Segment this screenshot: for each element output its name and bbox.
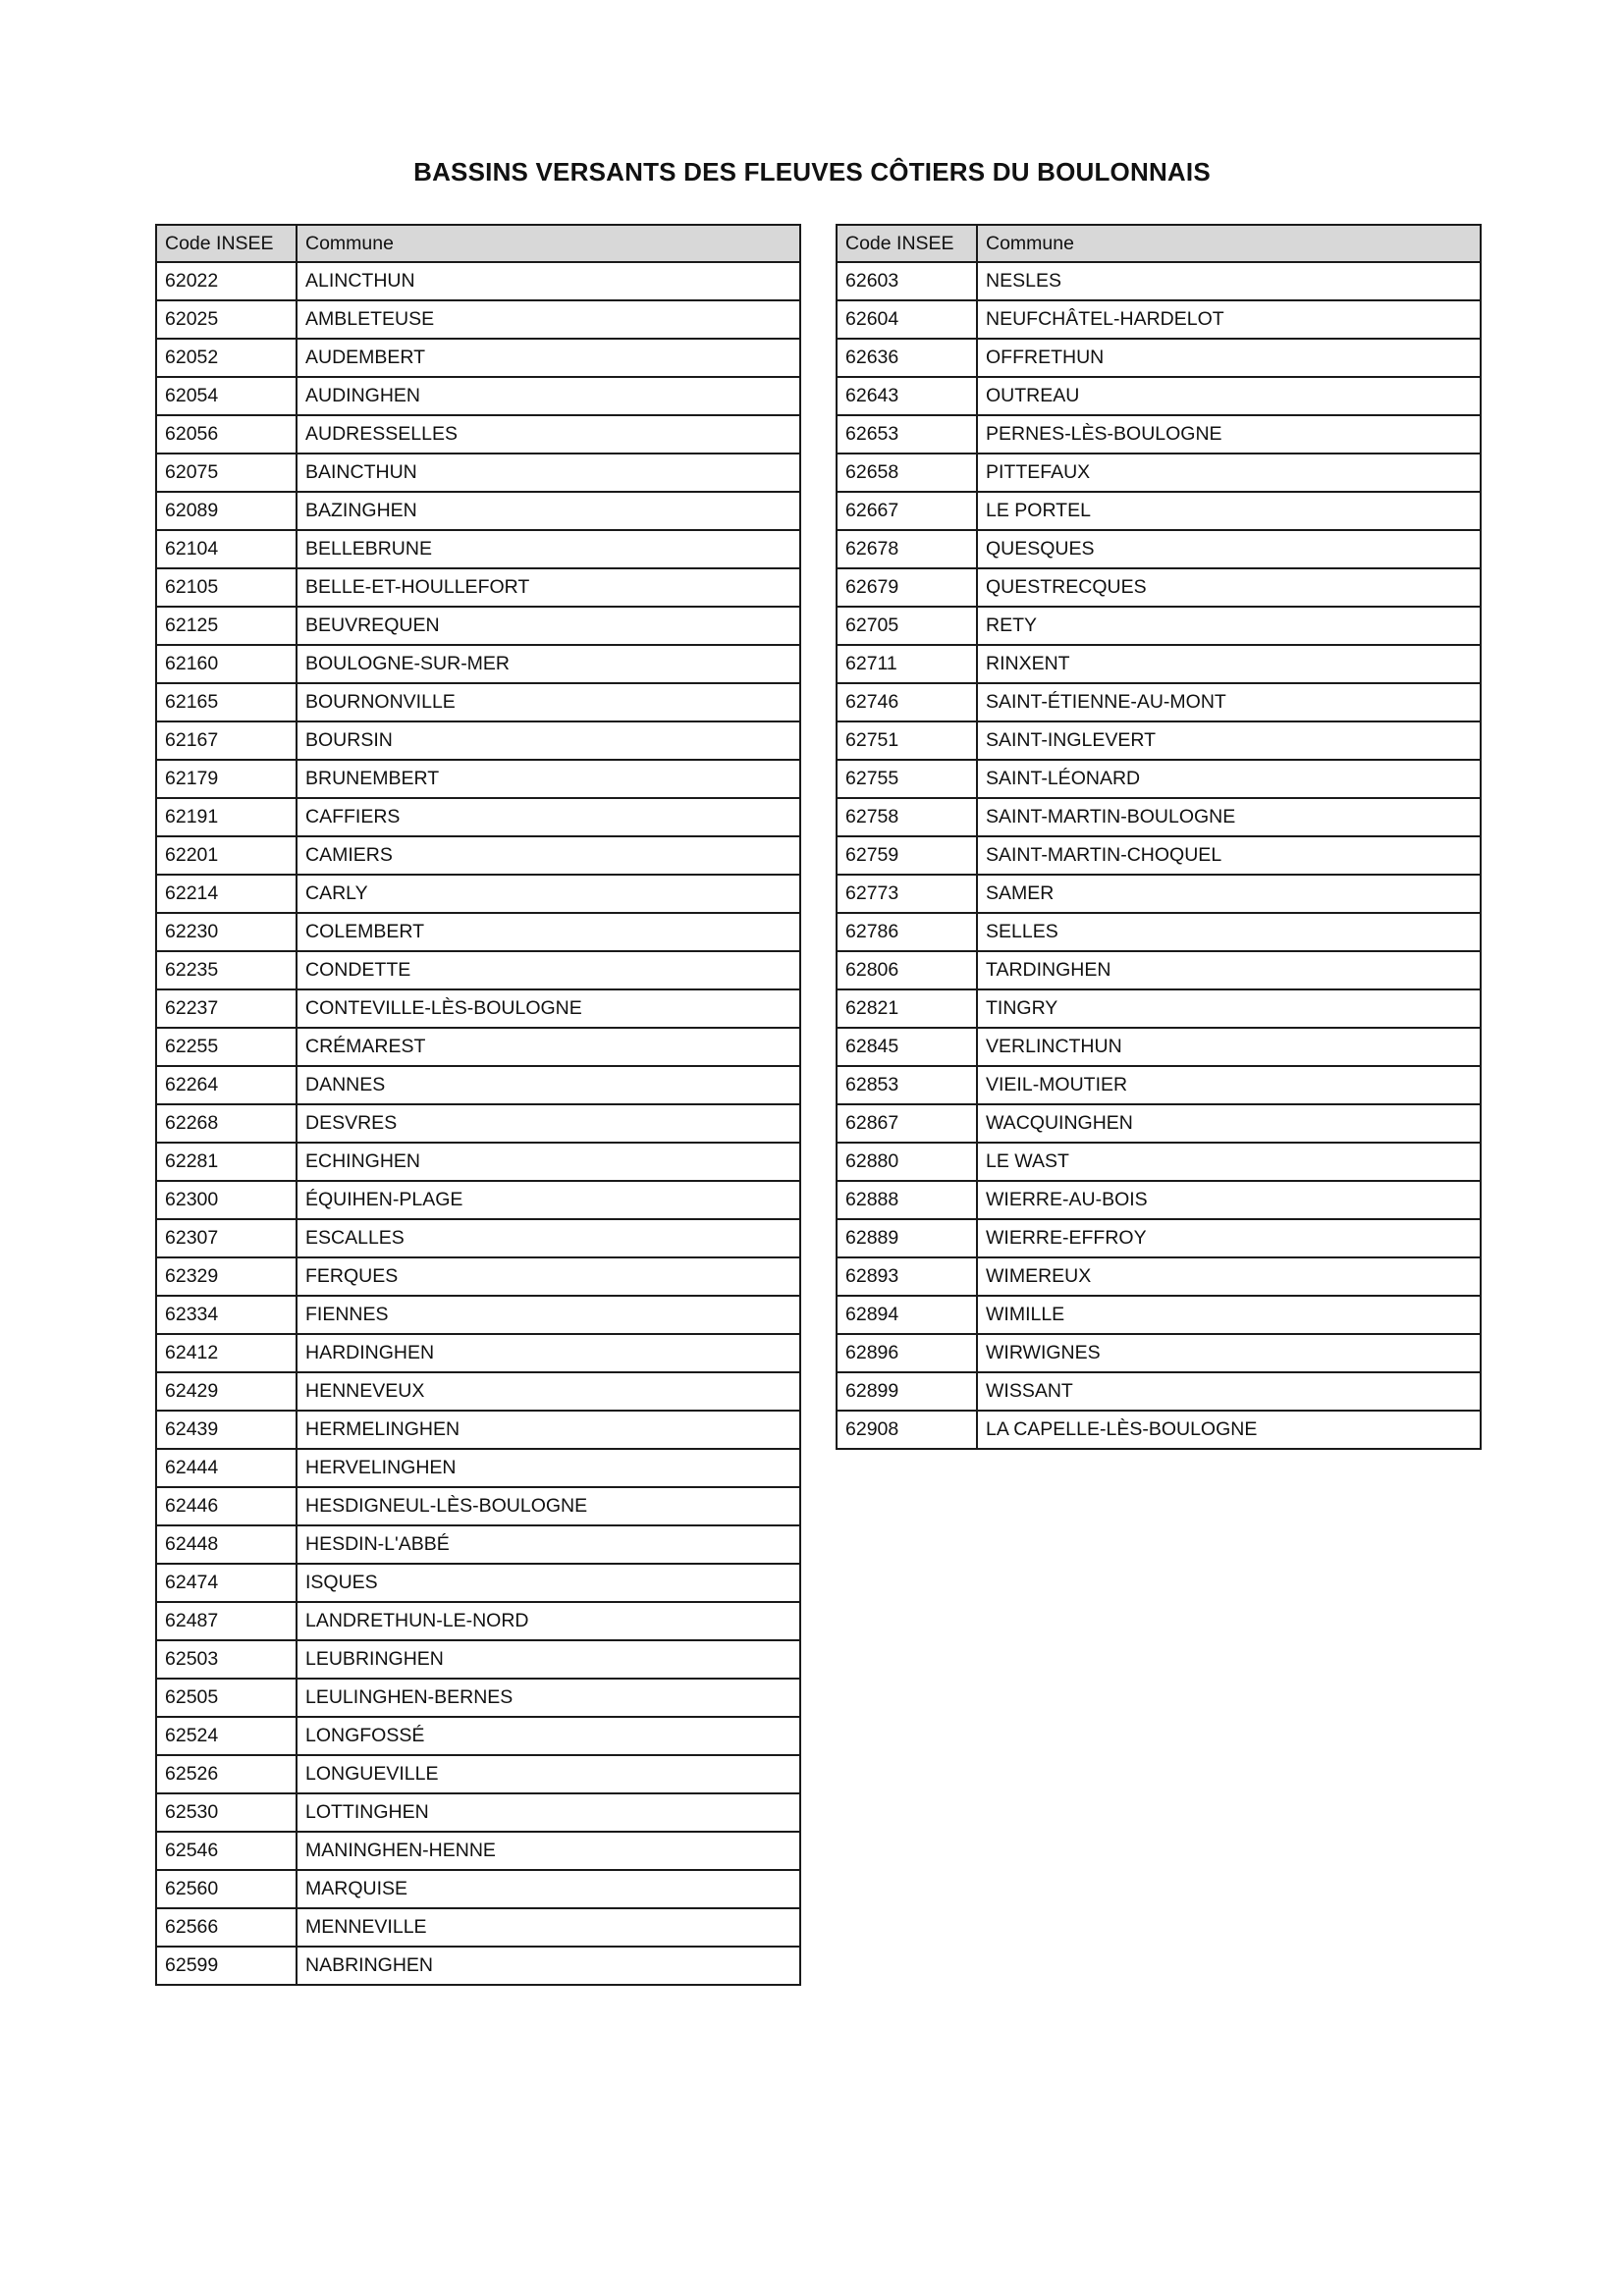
table-row xyxy=(156,721,800,760)
table-row xyxy=(837,454,1481,492)
insee-code-cell: 62201 xyxy=(156,836,297,875)
commune-name-cell: RINXENT xyxy=(977,645,1481,683)
insee-code-cell: 62075 xyxy=(156,454,297,492)
commune-name-cell: MARQUISE xyxy=(297,1870,800,1908)
commune-name-cell: DESVRES xyxy=(297,1104,800,1143)
insee-code-cell: 62899 xyxy=(837,1372,977,1411)
insee-code-cell: 62056 xyxy=(156,415,297,454)
table-row xyxy=(156,1219,800,1257)
insee-code-cell: 62505 xyxy=(156,1679,297,1717)
insee-code-cell: 62658 xyxy=(837,454,977,492)
insee-code-cell: 62894 xyxy=(837,1296,977,1334)
insee-code-cell: 62446 xyxy=(156,1487,297,1525)
commune-name-cell: HESDIN-L'ABBÉ xyxy=(297,1525,800,1564)
table-row xyxy=(156,913,800,951)
insee-code-cell: 62758 xyxy=(837,798,977,836)
insee-code-cell: 62560 xyxy=(156,1870,297,1908)
insee-code-cell: 62705 xyxy=(837,607,977,645)
table-row xyxy=(837,875,1481,913)
table-body-left xyxy=(156,262,800,1985)
table-row xyxy=(837,492,1481,530)
commune-name-cell: OUTREAU xyxy=(977,377,1481,415)
commune-name-cell: ESCALLES xyxy=(297,1219,800,1257)
commune-name-cell: TINGRY xyxy=(977,989,1481,1028)
commune-name-cell: ALINCTHUN xyxy=(297,262,800,300)
table-row xyxy=(156,492,800,530)
table-row xyxy=(156,1104,800,1143)
insee-code-cell: 62746 xyxy=(837,683,977,721)
commune-name-cell: NEUFCHÂTEL-HARDELOT xyxy=(977,300,1481,339)
commune-name-cell: AUDRESSELLES xyxy=(297,415,800,454)
column-header-code: Code INSEE xyxy=(837,225,977,262)
insee-code-cell: 62896 xyxy=(837,1334,977,1372)
commune-name-cell: HARDINGHEN xyxy=(297,1334,800,1372)
table-row xyxy=(156,1602,800,1640)
table-row xyxy=(837,530,1481,568)
insee-code-cell: 62281 xyxy=(156,1143,297,1181)
commune-name-cell: FIENNES xyxy=(297,1296,800,1334)
communes-table-left xyxy=(155,224,801,1986)
commune-name-cell: BAINCTHUN xyxy=(297,454,800,492)
commune-name-cell: SELLES xyxy=(977,913,1481,951)
commune-name-cell: VERLINCTHUN xyxy=(977,1028,1481,1066)
insee-code-cell: 62444 xyxy=(156,1449,297,1487)
insee-code-cell: 62893 xyxy=(837,1257,977,1296)
column-header-commune: Commune xyxy=(977,225,1481,262)
commune-name-cell: BOURSIN xyxy=(297,721,800,760)
commune-name-cell: WIERRE-EFFROY xyxy=(977,1219,1481,1257)
insee-code-cell: 62678 xyxy=(837,530,977,568)
insee-code-cell: 62255 xyxy=(156,1028,297,1066)
table-row xyxy=(837,1334,1481,1372)
commune-name-cell: WISSANT xyxy=(977,1372,1481,1411)
insee-code-cell: 62022 xyxy=(156,262,297,300)
insee-code-cell: 62503 xyxy=(156,1640,297,1679)
table-body-right xyxy=(837,262,1481,1449)
insee-code-cell: 62474 xyxy=(156,1564,297,1602)
insee-code-cell: 62191 xyxy=(156,798,297,836)
commune-name-cell: SAINT-MARTIN-BOULOGNE xyxy=(977,798,1481,836)
table-row xyxy=(156,262,800,300)
table-row xyxy=(837,1028,1481,1066)
commune-name-cell: COLEMBERT xyxy=(297,913,800,951)
commune-name-cell: SAINT-INGLEVERT xyxy=(977,721,1481,760)
commune-name-cell: BOURNONVILLE xyxy=(297,683,800,721)
table-row xyxy=(156,760,800,798)
commune-name-cell: LE WAST xyxy=(977,1143,1481,1181)
commune-name-cell: AMBLETEUSE xyxy=(297,300,800,339)
insee-code-cell: 62165 xyxy=(156,683,297,721)
table-row xyxy=(156,1372,800,1411)
table-row xyxy=(156,1257,800,1296)
table-row xyxy=(837,989,1481,1028)
commune-name-cell: VIEIL-MOUTIER xyxy=(977,1066,1481,1104)
commune-name-cell: LONGUEVILLE xyxy=(297,1755,800,1793)
table-row xyxy=(837,721,1481,760)
table-row xyxy=(156,1793,800,1832)
commune-name-cell: WIRWIGNES xyxy=(977,1334,1481,1372)
insee-code-cell: 62054 xyxy=(156,377,297,415)
table-row xyxy=(156,1181,800,1219)
insee-code-cell: 62880 xyxy=(837,1143,977,1181)
table-row xyxy=(156,1334,800,1372)
insee-code-cell: 62167 xyxy=(156,721,297,760)
insee-code-cell: 62179 xyxy=(156,760,297,798)
commune-name-cell: CAFFIERS xyxy=(297,798,800,836)
insee-code-cell: 62300 xyxy=(156,1181,297,1219)
table-row xyxy=(837,1066,1481,1104)
commune-name-cell: ÉQUIHEN-PLAGE xyxy=(297,1181,800,1219)
table-row xyxy=(156,683,800,721)
table-row xyxy=(156,1832,800,1870)
insee-code-cell: 62643 xyxy=(837,377,977,415)
table-row xyxy=(837,1411,1481,1449)
table-row xyxy=(156,1411,800,1449)
table-row xyxy=(156,568,800,607)
table-row xyxy=(156,1066,800,1104)
insee-code-cell: 62526 xyxy=(156,1755,297,1793)
insee-code-cell: 62025 xyxy=(156,300,297,339)
insee-code-cell: 62751 xyxy=(837,721,977,760)
insee-code-cell: 62603 xyxy=(837,262,977,300)
insee-code-cell: 62412 xyxy=(156,1334,297,1372)
table-row xyxy=(837,683,1481,721)
table-row xyxy=(837,645,1481,683)
insee-code-cell: 62429 xyxy=(156,1372,297,1411)
table-row xyxy=(837,760,1481,798)
table-row xyxy=(156,530,800,568)
table-row xyxy=(837,415,1481,454)
table-row xyxy=(156,836,800,875)
insee-code-cell: 62235 xyxy=(156,951,297,989)
commune-name-cell: BELLEBRUNE xyxy=(297,530,800,568)
table-row xyxy=(837,798,1481,836)
commune-name-cell: PITTEFAUX xyxy=(977,454,1481,492)
commune-name-cell: LEULINGHEN-BERNES xyxy=(297,1679,800,1717)
commune-name-cell: ECHINGHEN xyxy=(297,1143,800,1181)
table-row xyxy=(156,1870,800,1908)
column-header-commune: Commune xyxy=(297,225,800,262)
table-row xyxy=(156,415,800,454)
commune-name-cell: OFFRETHUN xyxy=(977,339,1481,377)
table-row xyxy=(837,607,1481,645)
table-row xyxy=(156,989,800,1028)
commune-name-cell: CARLY xyxy=(297,875,800,913)
commune-name-cell: NABRINGHEN xyxy=(297,1947,800,1985)
commune-name-cell: SAMER xyxy=(977,875,1481,913)
commune-name-cell: LANDRETHUN-LE-NORD xyxy=(297,1602,800,1640)
insee-code-cell: 62530 xyxy=(156,1793,297,1832)
commune-name-cell: QUESQUES xyxy=(977,530,1481,568)
commune-name-cell: HESDIGNEUL-LÈS-BOULOGNE xyxy=(297,1487,800,1525)
commune-name-cell: CONDETTE xyxy=(297,951,800,989)
insee-code-cell: 62711 xyxy=(837,645,977,683)
insee-code-cell: 62546 xyxy=(156,1832,297,1870)
commune-name-cell: ISQUES xyxy=(297,1564,800,1602)
table-row xyxy=(156,1679,800,1717)
insee-code-cell: 62104 xyxy=(156,530,297,568)
insee-code-cell: 62845 xyxy=(837,1028,977,1066)
table-row xyxy=(156,1296,800,1334)
insee-code-cell: 62214 xyxy=(156,875,297,913)
commune-name-cell: AUDINGHEN xyxy=(297,377,800,415)
column-header-code: Code INSEE xyxy=(156,225,297,262)
insee-code-cell: 62160 xyxy=(156,645,297,683)
insee-code-cell: 62679 xyxy=(837,568,977,607)
table-header-row xyxy=(156,225,800,262)
insee-code-cell: 62806 xyxy=(837,951,977,989)
insee-code-cell: 62853 xyxy=(837,1066,977,1104)
insee-code-cell: 62599 xyxy=(156,1947,297,1985)
commune-name-cell: LA CAPELLE-LÈS-BOULOGNE xyxy=(977,1411,1481,1449)
commune-name-cell: SAINT-ÉTIENNE-AU-MONT xyxy=(977,683,1481,721)
commune-name-cell: BAZINGHEN xyxy=(297,492,800,530)
commune-name-cell: WIMILLE xyxy=(977,1296,1481,1334)
insee-code-cell: 62524 xyxy=(156,1717,297,1755)
table-row xyxy=(837,1181,1481,1219)
table-row xyxy=(156,1755,800,1793)
insee-code-cell: 62566 xyxy=(156,1908,297,1947)
commune-name-cell: MANINGHEN-HENNE xyxy=(297,1832,800,1870)
insee-code-cell: 62636 xyxy=(837,339,977,377)
commune-name-cell: PERNES-LÈS-BOULOGNE xyxy=(977,415,1481,454)
table-row xyxy=(837,1296,1481,1334)
commune-name-cell: WACQUINGHEN xyxy=(977,1104,1481,1143)
commune-name-cell: AUDEMBERT xyxy=(297,339,800,377)
table-row xyxy=(156,1143,800,1181)
table-row xyxy=(156,1449,800,1487)
insee-code-cell: 62755 xyxy=(837,760,977,798)
commune-name-cell: BEUVREQUEN xyxy=(297,607,800,645)
table-row xyxy=(837,377,1481,415)
commune-name-cell: SAINT-LÉONARD xyxy=(977,760,1481,798)
table-row xyxy=(156,300,800,339)
insee-code-cell: 62439 xyxy=(156,1411,297,1449)
commune-name-cell: LOTTINGHEN xyxy=(297,1793,800,1832)
table-row xyxy=(156,454,800,492)
table-row xyxy=(837,568,1481,607)
insee-code-cell: 62867 xyxy=(837,1104,977,1143)
insee-code-cell: 62052 xyxy=(156,339,297,377)
page-title: BASSINS VERSANTS DES FLEUVES CÔTIERS DU BOULONNAIS xyxy=(413,157,1211,187)
commune-name-cell: BOULOGNE-SUR-MER xyxy=(297,645,800,683)
table-row xyxy=(837,262,1481,300)
insee-code-cell: 62089 xyxy=(156,492,297,530)
insee-code-cell: 62653 xyxy=(837,415,977,454)
insee-code-cell: 62908 xyxy=(837,1411,977,1449)
commune-name-cell: MENNEVILLE xyxy=(297,1908,800,1947)
commune-name-cell: WIMEREUX xyxy=(977,1257,1481,1296)
insee-code-cell: 62889 xyxy=(837,1219,977,1257)
table-row xyxy=(156,1908,800,1947)
commune-name-cell: BELLE-ET-HOULLEFORT xyxy=(297,568,800,607)
table-row xyxy=(156,607,800,645)
commune-name-cell: CONTEVILLE-LÈS-BOULOGNE xyxy=(297,989,800,1028)
commune-name-cell: LE PORTEL xyxy=(977,492,1481,530)
table-row xyxy=(156,1564,800,1602)
table-row xyxy=(156,1947,800,1985)
table-row xyxy=(837,1372,1481,1411)
table-row xyxy=(156,1028,800,1066)
insee-code-cell: 62821 xyxy=(837,989,977,1028)
table-row xyxy=(837,1219,1481,1257)
commune-name-cell: TARDINGHEN xyxy=(977,951,1481,989)
table-row xyxy=(837,339,1481,377)
commune-name-cell: LONGFOSSÉ xyxy=(297,1717,800,1755)
insee-code-cell: 62237 xyxy=(156,989,297,1028)
commune-name-cell: HERVELINGHEN xyxy=(297,1449,800,1487)
table-row xyxy=(837,836,1481,875)
commune-name-cell: HENNEVEUX xyxy=(297,1372,800,1411)
table-row xyxy=(837,1257,1481,1296)
insee-code-cell: 62773 xyxy=(837,875,977,913)
insee-code-cell: 62786 xyxy=(837,913,977,951)
table-row xyxy=(837,300,1481,339)
commune-name-cell: DANNES xyxy=(297,1066,800,1104)
table-row xyxy=(156,377,800,415)
commune-name-cell: SAINT-MARTIN-CHOQUEL xyxy=(977,836,1481,875)
insee-code-cell: 62334 xyxy=(156,1296,297,1334)
table-row xyxy=(837,951,1481,989)
table-header-row xyxy=(837,225,1481,262)
commune-name-cell: HERMELINGHEN xyxy=(297,1411,800,1449)
insee-code-cell: 62125 xyxy=(156,607,297,645)
commune-name-cell: CAMIERS xyxy=(297,836,800,875)
insee-code-cell: 62604 xyxy=(837,300,977,339)
commune-name-cell: QUESTRECQUES xyxy=(977,568,1481,607)
table-row xyxy=(156,875,800,913)
table-row xyxy=(156,1487,800,1525)
commune-name-cell: CRÉMAREST xyxy=(297,1028,800,1066)
table-row xyxy=(156,1525,800,1564)
insee-code-cell: 62888 xyxy=(837,1181,977,1219)
insee-code-cell: 62667 xyxy=(837,492,977,530)
table-row xyxy=(156,645,800,683)
table-row xyxy=(156,951,800,989)
commune-name-cell: BRUNEMBERT xyxy=(297,760,800,798)
table-row xyxy=(837,1104,1481,1143)
insee-code-cell: 62307 xyxy=(156,1219,297,1257)
insee-code-cell: 62268 xyxy=(156,1104,297,1143)
table-row xyxy=(156,1640,800,1679)
insee-code-cell: 62329 xyxy=(156,1257,297,1296)
table-row xyxy=(156,1717,800,1755)
commune-name-cell: WIERRE-AU-BOIS xyxy=(977,1181,1481,1219)
insee-code-cell: 62448 xyxy=(156,1525,297,1564)
table-row xyxy=(156,798,800,836)
insee-code-cell: 62759 xyxy=(837,836,977,875)
insee-code-cell: 62105 xyxy=(156,568,297,607)
insee-code-cell: 62487 xyxy=(156,1602,297,1640)
communes-table-right xyxy=(836,224,1482,1450)
commune-name-cell: FERQUES xyxy=(297,1257,800,1296)
table-row xyxy=(837,913,1481,951)
commune-name-cell: LEUBRINGHEN xyxy=(297,1640,800,1679)
table-row xyxy=(156,339,800,377)
commune-name-cell: NESLES xyxy=(977,262,1481,300)
table-row xyxy=(837,1143,1481,1181)
commune-name-cell: RETY xyxy=(977,607,1481,645)
insee-code-cell: 62264 xyxy=(156,1066,297,1104)
insee-code-cell: 62230 xyxy=(156,913,297,951)
